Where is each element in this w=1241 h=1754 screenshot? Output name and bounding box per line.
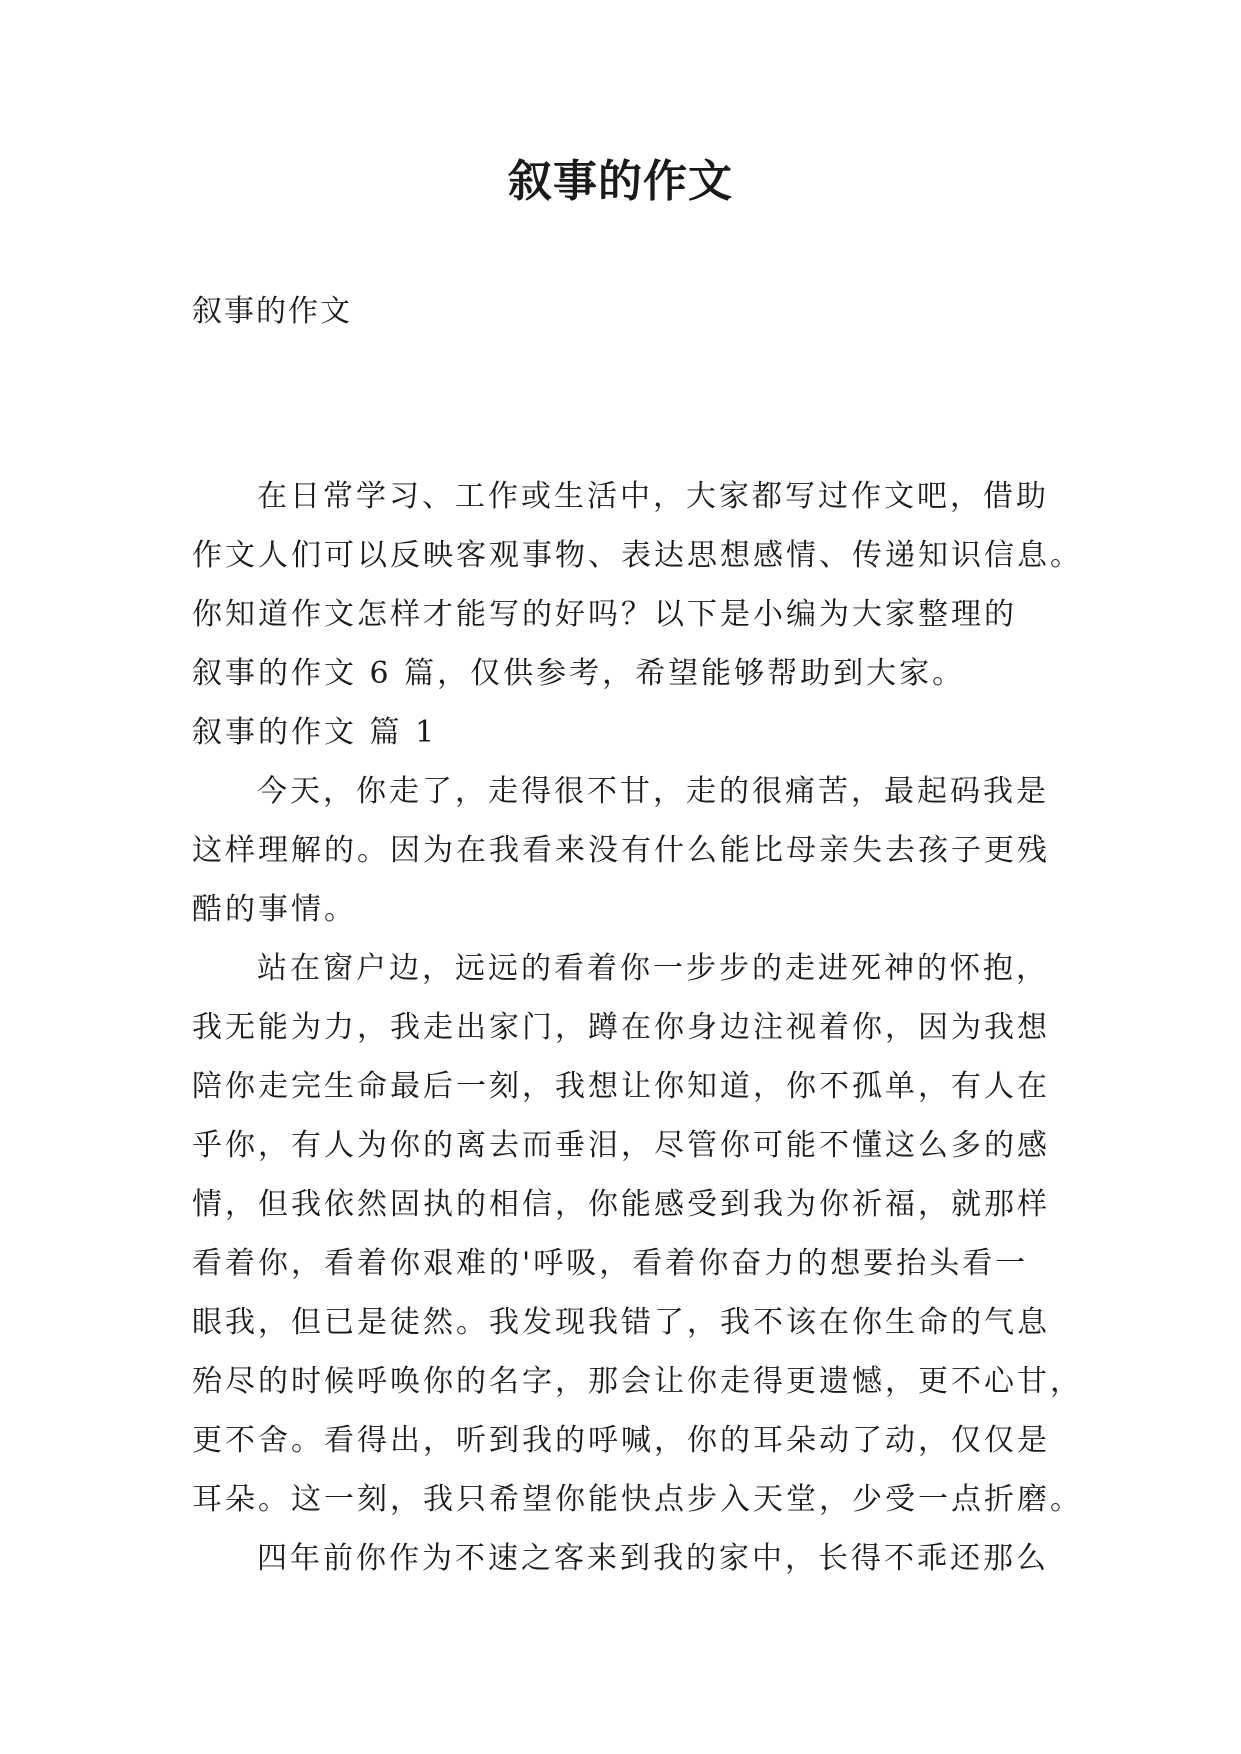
text-line: 我无能为力，我走出家门，蹲在你身边注视着你，因为我想: [192, 1010, 1050, 1045]
document-title: 叙事的作文: [508, 156, 733, 207]
text-line: 看着你，看着你艰难的'呼吸，看着你奋力的想要抬头看一: [192, 1246, 1029, 1281]
text-line: 酷的事情。: [192, 892, 357, 927]
text-line: 四年前你作为不速之客来到我的家中，长得不乖还那么: [257, 1541, 1049, 1576]
text-line: 叙事的作文 6 篇，仅供参考，希望能够帮助到大家。: [192, 656, 966, 691]
text-line: 陪你走完生命最后一刻，我想让你知道，你不孤单，有人在: [192, 1069, 1050, 1104]
text-line: 这样理解的。因为在我看来没有什么能比母亲失去孩子更残: [192, 833, 1050, 868]
text-line: 殆尽的时候呼唤你的名字，那会让你走得更遗憾，更不心甘，: [192, 1364, 1083, 1399]
text-line: 眼我，但已是徒然。我发现我错了，我不该在你生命的气息: [192, 1305, 1050, 1340]
text-line: 你知道作文怎样才能写的好吗？以下是小编为大家整理的: [192, 597, 1017, 632]
text-line: 更不舍。看得出，听到我的呼喊，你的耳朵动了动，仅仅是: [192, 1423, 1050, 1458]
text-line: 今天，你走了，走得很不甘，走的很痛苦，最起码我是: [257, 774, 1049, 809]
text-line: 作文人们可以反映客观事物、表达思想感情、传递知识信息。: [192, 538, 1083, 573]
text-line: 在日常学习、工作或生活中，大家都写过作文吧，借助: [257, 479, 1049, 514]
text-line: 情，但我依然固执的相信，你能感受到我为你祈福，就那样: [192, 1187, 1050, 1222]
text-line: 站在窗户边，远远的看着你一步步的走进死神的怀抱，: [257, 951, 1049, 986]
text-line: 叙事的作文 篇 1: [192, 715, 438, 750]
text-line: 乎你，有人为你的离去而垂泪，尽管你可能不懂这么多的感: [192, 1128, 1050, 1163]
document-subtitle: 叙事的作文: [192, 294, 352, 329]
document-body: [192, 467, 1083, 1588]
text-line: 耳朵。这一刻，我只希望你能快点步入天堂，少受一点折磨。: [192, 1482, 1083, 1517]
